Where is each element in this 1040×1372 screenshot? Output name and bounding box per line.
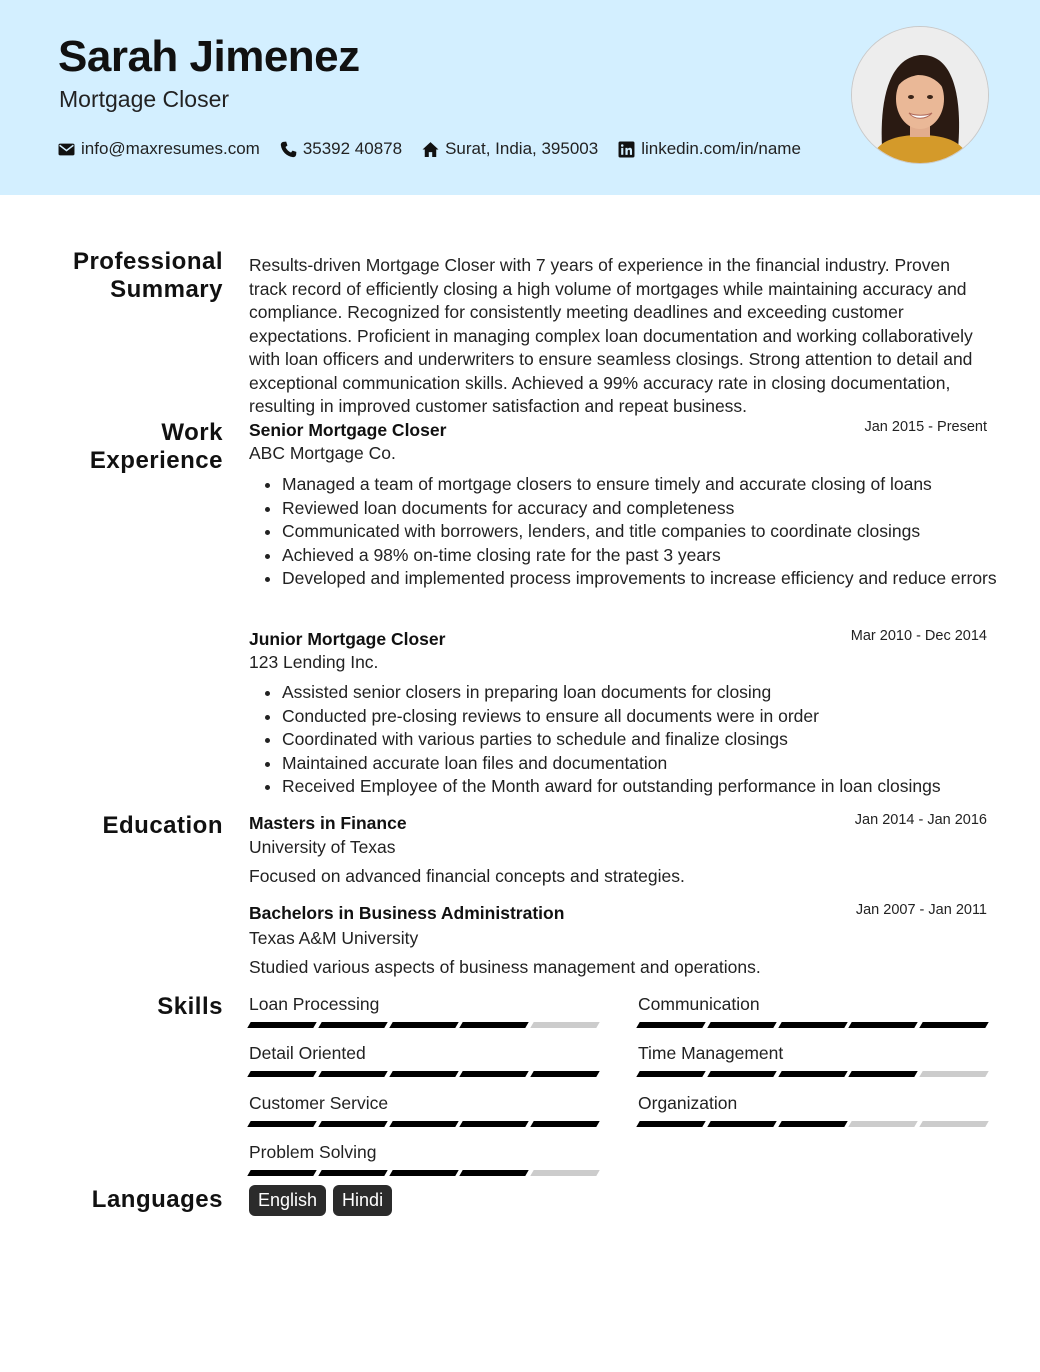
language-badge: Hindi xyxy=(333,1185,392,1216)
skill-segment-filled xyxy=(389,1121,458,1127)
skill-item xyxy=(249,1043,598,1077)
contact-email[interactable] xyxy=(58,139,260,159)
skill-segment-filled xyxy=(389,1170,458,1176)
skill-name: Time Management xyxy=(638,1043,784,1063)
skill-segment-filled xyxy=(318,1071,387,1077)
job-bullet: • Coordinated with various parties to schedule and finalize closings xyxy=(282,728,1012,752)
language-badge: English xyxy=(249,1185,326,1216)
skill-segment-filled xyxy=(460,1170,529,1176)
skill-item xyxy=(249,1142,598,1176)
skill-name: Communication xyxy=(638,994,760,1014)
job-title: Junior Mortgage Closer xyxy=(249,629,446,649)
summary-heading xyxy=(60,248,223,304)
skill-segment-filled xyxy=(636,1071,705,1077)
job-bullet: • Communicated with borrowers, lenders, and title companies to coordinate closings xyxy=(282,520,1012,544)
experience-heading-line1: Work xyxy=(161,419,223,446)
skill-segment-filled xyxy=(389,1071,458,1077)
skill-level-bar xyxy=(249,1022,598,1028)
skill-segment-filled xyxy=(919,1022,988,1028)
education-description: Studied various aspects of business management and operations. xyxy=(249,957,761,977)
skill-segment-empty xyxy=(530,1022,599,1028)
education-heading: Education xyxy=(102,812,223,839)
contact-phone-text: 35392 40878 xyxy=(302,139,403,158)
job-bullet: • Received Employee of the Month award for outstanding performance in loan closings xyxy=(282,775,1012,799)
skill-segment-filled xyxy=(707,1121,776,1127)
education-dates: Jan 2007 - Jan 2011 xyxy=(855,902,987,918)
skill-segment-filled xyxy=(530,1071,599,1077)
summary-text: Results-driven Mortgage Closer with 7 years of experience in the financial industry. Proven track record of efficiently closing a high volume of mortgages while maintaining accuracy and compliance. Recognized for consistently meeting deadlines and exceeding customer expectations. Proficient in managing complex loan documentation and working collaboratively with loan officers and underwriters to ensure seamless closings. Strong attention to detail and exceptional communication skills. Achieved a 99% accuracy rate in closing documentation, resulting in improved customer satisfaction and repeat business. xyxy=(249,255,973,416)
skill-level-bar xyxy=(638,1071,987,1077)
skill-level-bar xyxy=(249,1121,598,1127)
job-company: 123 Lending Inc. xyxy=(249,652,379,672)
skill-level-bar xyxy=(638,1121,987,1127)
contact-linkedin[interactable] xyxy=(618,139,801,159)
skill-segment-filled xyxy=(460,1121,529,1127)
skill-item xyxy=(638,1093,987,1127)
skill-segment-filled xyxy=(707,1071,776,1077)
language-list xyxy=(249,1185,392,1216)
skill-segment-filled xyxy=(636,1121,705,1127)
job-bullet: • Achieved a 98% on-time closing rate for the past 3 years xyxy=(282,544,1012,568)
contact-address xyxy=(422,139,598,159)
skill-item xyxy=(249,1093,598,1127)
skill-segment-empty xyxy=(919,1071,988,1077)
skill-segment-filled xyxy=(247,1071,316,1077)
education-description: Focused on advanced financial concepts and strategies. xyxy=(249,866,685,886)
skill-name: Organization xyxy=(638,1093,738,1113)
job-bullet: • Developed and implemented process improvements to increase efficiency and reduce errors xyxy=(282,567,1012,591)
skill-segment-filled xyxy=(389,1022,458,1028)
job-bullet: • Conducted pre-closing reviews to ensure all documents were in order xyxy=(282,705,1012,729)
skill-segment-empty xyxy=(849,1121,918,1127)
languages-heading: Languages xyxy=(91,1186,223,1213)
skill-segment-filled xyxy=(460,1071,529,1077)
skill-segment-filled xyxy=(247,1170,316,1176)
skill-name: Loan Processing xyxy=(249,994,380,1014)
summary-heading-line1: Professional xyxy=(72,248,223,275)
skill-segment-filled xyxy=(247,1022,316,1028)
contact-email-text: info@maxresumes.com xyxy=(81,139,260,158)
skill-segment-filled xyxy=(318,1121,387,1127)
skill-level-bar xyxy=(638,1022,987,1028)
profile-photo xyxy=(851,26,989,164)
skill-segment-filled xyxy=(707,1022,776,1028)
skill-name: Detail Oriented xyxy=(249,1043,366,1063)
skill-segment-filled xyxy=(530,1121,599,1127)
job-dates: Mar 2010 - Dec 2014 xyxy=(850,628,987,644)
experience-heading xyxy=(60,419,223,475)
skill-segment-empty xyxy=(530,1170,599,1176)
skill-segment-filled xyxy=(778,1022,847,1028)
education-school: University of Texas xyxy=(249,837,396,857)
skill-level-bar xyxy=(249,1071,598,1077)
linkedin-icon xyxy=(618,141,635,158)
home-icon xyxy=(422,141,439,158)
contact-linkedin-text: linkedin.com/in/name xyxy=(641,139,801,158)
contact-list xyxy=(58,139,801,159)
education-degree: Masters in Finance xyxy=(249,813,407,833)
job-dates: Jan 2015 - Present xyxy=(864,419,987,435)
job-title: Senior Mortgage Closer xyxy=(249,420,447,440)
skill-name: Problem Solving xyxy=(249,1142,377,1162)
skill-item xyxy=(638,994,987,1028)
skill-item xyxy=(249,994,598,1028)
skill-segment-filled xyxy=(318,1022,387,1028)
job-bullet: • Assisted senior closers in preparing loan documents for closing xyxy=(282,681,1012,705)
job-bullet: • Maintained accurate loan files and documentation xyxy=(282,752,1012,776)
envelope-icon xyxy=(58,141,75,158)
job-bullet: • Reviewed loan documents for accuracy and completeness xyxy=(282,497,1012,521)
skill-segment-filled xyxy=(849,1071,918,1077)
job-bullet: • Managed a team of mortgage closers to ensure timely and accurate closing of loans xyxy=(282,473,1012,497)
skill-name: Customer Service xyxy=(249,1093,389,1113)
contact-phone[interactable] xyxy=(280,139,402,159)
summary-heading-line2: Summary xyxy=(110,276,223,303)
resume-header xyxy=(0,0,1040,195)
education-school: Texas A&M University xyxy=(249,928,419,948)
candidate-title: Mortgage Closer xyxy=(59,86,230,112)
skill-segment-filled xyxy=(636,1022,705,1028)
skills-heading: Skills xyxy=(157,993,223,1020)
job-bullet-list xyxy=(249,473,1012,591)
phone-icon xyxy=(280,141,297,158)
experience-heading-line2: Experience xyxy=(89,447,223,474)
skill-level-bar xyxy=(249,1170,598,1176)
contact-address-text: Surat, India, 395003 xyxy=(445,139,599,158)
education-degree: Bachelors in Business Administration xyxy=(249,903,565,923)
candidate-name: Sarah Jimenez xyxy=(58,32,360,81)
skill-segment-filled xyxy=(247,1121,316,1127)
skill-item xyxy=(638,1043,987,1077)
skill-segment-filled xyxy=(849,1022,918,1028)
job-bullet-list xyxy=(249,681,1012,799)
education-dates: Jan 2014 - Jan 2016 xyxy=(854,812,987,828)
job-company: ABC Mortgage Co. xyxy=(249,443,396,463)
skill-segment-filled xyxy=(318,1170,387,1176)
skill-segment-filled xyxy=(460,1022,529,1028)
skill-segment-filled xyxy=(778,1121,847,1127)
skill-segment-empty xyxy=(919,1121,988,1127)
skill-segment-filled xyxy=(778,1071,847,1077)
